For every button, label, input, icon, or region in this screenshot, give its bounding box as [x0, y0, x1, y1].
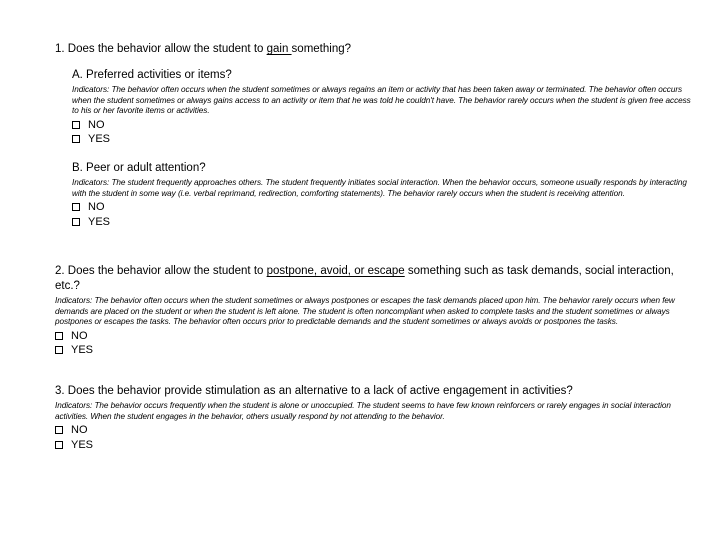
- question-1a-options: [72, 118, 697, 147]
- question-2: [55, 264, 695, 358]
- checkbox-icon[interactable]: [72, 218, 80, 226]
- question-1b-indicators: Indicators: The student frequently approaches others. The student frequently initiates social interaction. When the behavior occurs, someone usually responds by interacting with the student in some way (i.e. verbal reprimand, redirection, comforting statements). The behavior rarely occurs when the student is receiving attention.: [72, 178, 687, 198]
- option-yes[interactable]: YES: [72, 215, 697, 230]
- question-3-title: 3. Does the behavior provide stimulation as an alternative to a lack of active engagement in activities?: [55, 385, 573, 397]
- checkbox-icon[interactable]: [55, 426, 63, 434]
- question-1b-title: B. Peer or adult attention?: [72, 162, 206, 174]
- checkbox-icon[interactable]: [55, 346, 63, 354]
- option-no[interactable]: NO: [72, 118, 697, 133]
- option-yes[interactable]: YES: [55, 438, 695, 453]
- question-3-options: [55, 423, 695, 452]
- option-no[interactable]: NO: [72, 200, 697, 215]
- question-1-title: 1. Does the behavior allow the student to gain something?: [55, 43, 352, 55]
- question-1a: [72, 68, 697, 147]
- checkbox-icon[interactable]: [72, 203, 80, 211]
- question-1a-title: A. Preferred activities or items?: [72, 69, 232, 81]
- question-1a-indicators: Indicators: The behavior often occurs when the student sometimes or always regains an item or activity that has been taken away or terminated. The behavior often occurs when the student sometimes or always gains access to an activity or item that he was told he couldn't have. The behavior rarely occurs when the student is given free access to his or her favorite items or activities.: [72, 85, 691, 115]
- checkbox-icon[interactable]: [55, 332, 63, 340]
- question-1-underlined: gain: [266, 43, 292, 55]
- question-2-indicators: Indicators: The behavior often occurs when the student sometimes or always postpones or escapes the task demands placed upon him. The behavior rarely occurs when few demands are placed on the student or when the student is left alone. The student is often noncompliant when asked to complete tasks and the student sometimes or always postpones or escapes the tasks. The behavior often occurs prior to predictable demands and the student sometimes or always avoids or postpones the tasks.: [55, 296, 675, 326]
- option-yes[interactable]: YES: [72, 132, 697, 147]
- question-3: [55, 384, 695, 452]
- checkbox-icon[interactable]: [72, 135, 80, 143]
- checkbox-icon[interactable]: [55, 441, 63, 449]
- question-3-indicators: Indicators: The behavior occurs frequently when the student is alone or unoccupied. The student seems to have few known reinforcers or rarely engages in social interaction activities. When the student engages in the behavior, others usually respond by not attending to the behavior.: [55, 401, 671, 421]
- checkbox-icon[interactable]: [72, 121, 80, 129]
- question-2-options: [55, 329, 695, 358]
- question-2-title: 2. Does the behavior allow the student to postpone, avoid, or escape something such as task demands, social interaction, etc.?: [55, 265, 674, 292]
- option-yes[interactable]: YES: [55, 343, 695, 358]
- option-no[interactable]: NO: [55, 329, 695, 344]
- question-1b-options: [72, 200, 697, 229]
- question-1b: [72, 161, 697, 229]
- question-2-underlined: postpone, avoid, or escape: [266, 265, 405, 277]
- option-no[interactable]: NO: [55, 423, 695, 438]
- question-1: [55, 42, 695, 57]
